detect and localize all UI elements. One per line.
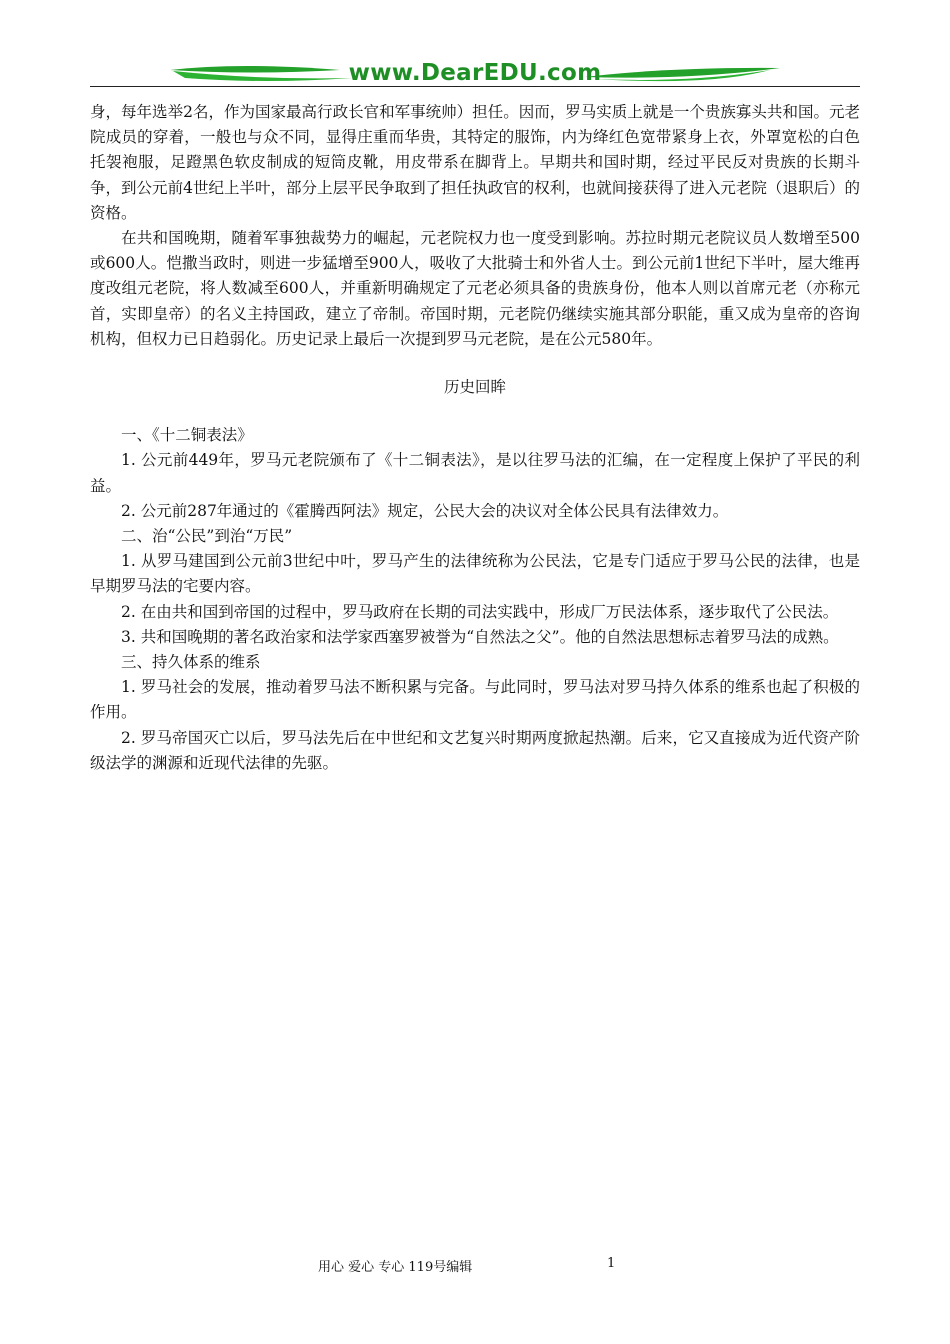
section-heading: 二、治“公民”到治“万民” (121, 527, 293, 546)
section-title: 历史回眸 (443, 378, 506, 397)
page-number: 1 (607, 1256, 616, 1271)
list-item: 3. 共和国晚期的著名政治家和法学家西塞罗被誉为“自然法之父”。他的自然法思想标志着罗马法的成熟。 (121, 627, 839, 646)
paragraph: 身，每年选举2名，作为国家最高行政长官和军事统帅）担任。因而，罗马实质上就是一个贵族寡头共和国。元老院成员的穿着，一般也与众不同，显得庄重而华贵，其特定的服饰，内为绛红色宽带紧身上衣，外罩宽松的白色托袈袍服，足蹬黑色软皮制成的短筒皮靴，用皮带系在脚背上。早期共和国时期，经过平民反对贵族的长期斗争，到公元前4世纪上半叶，部分上层平民争取到了担任执政官的权利，也就间接获得了进入元老院（退职后）的资格。 (90, 103, 860, 222)
site-header (90, 58, 860, 94)
footer-text: 用心 爱心 专心 119号编辑 (318, 1260, 473, 1275)
list-item: 2. 公元前287年通过的《霍腾西阿法》规定，公民大会的决议对全体公民具有法律效力。 (121, 501, 729, 520)
document-body (90, 100, 860, 776)
paragraph: 在共和国晚期，随着军事独裁势力的崛起，元老院权力也一度受到影响。苏拉时期元老院议员人数增至500或600人。恺撒当政时，则进一步猛增至900人，吸收了大批骑士和外省人士。到公元前1世纪下半叶，屋大维再度改组元老院，将人数减至600人，并重新明确规定了元老必须具备的贵族身份，他本人则以首席元老（亦称元首，实即皇帝）的名义主持国政，建立了帝制。帝国时期，元老院仍继续实施其部分职能，重又成为皇帝的咨询机构，但权力已日趋弱化。历史记录上最后一次提到罗马元老院，是在公元580年。 (90, 229, 860, 348)
section-heading: 三、持久体系的维系 (121, 653, 261, 672)
list-item: 1. 从罗马建国到公元前3世纪中叶，罗马产生的法律统称为公民法，它是专门适应于罗马公民的法律，也是早期罗马法的宅要内容。 (90, 552, 860, 596)
list-item: 2. 在由共和国到帝国的过程中，罗马政府在长期的司法实践中，形成厂万民法体系，逐步取代了公民法。 (121, 602, 839, 621)
list-item: 1. 公元前449年，罗马元老院颁布了《十二铜表法》，是以往罗马法的汇编，在一定程度上保护了平民的利益。 (90, 451, 860, 495)
list-item: 1. 罗马社会的发展，推动着罗马法不断积累与完备。与此同时，罗马法对罗马持久体系的维系也起了积极的作用。 (90, 678, 860, 722)
section-heading: 一、《十二铜表法》 (121, 426, 253, 445)
list-item: 2. 罗马帝国灭亡以后，罗马法先后在中世纪和文艺复兴时期两度掀起热潮。后来，它又直接成为近代资产阶级法学的渊源和近现代法律的先驱。 (90, 728, 860, 772)
site-logo-text[interactable]: www.DearEDU.com (348, 60, 602, 86)
header-divider (90, 86, 860, 87)
